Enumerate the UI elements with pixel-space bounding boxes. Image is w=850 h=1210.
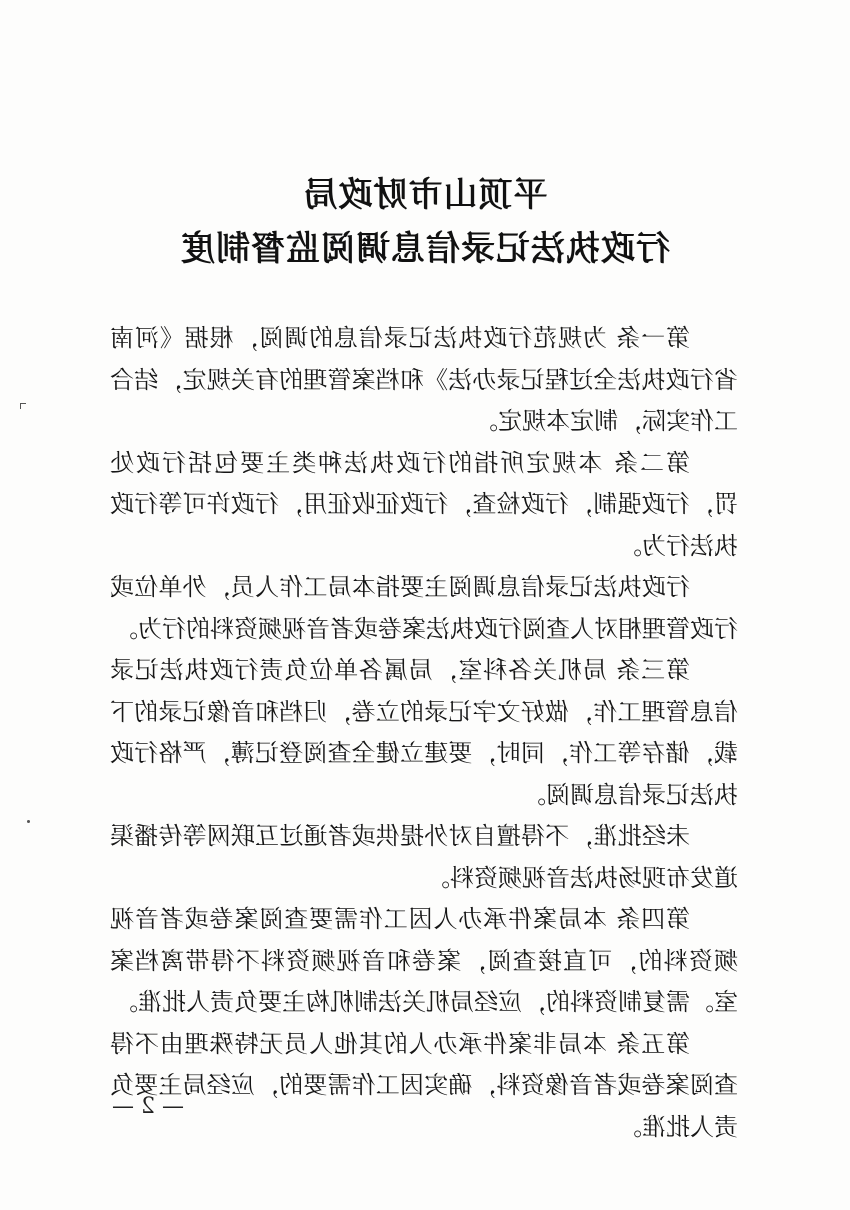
title-line-2: 行政执法记录信息调阅监督制度 — [180, 229, 670, 269]
paragraph-article-5: 第五条 本局非案件承办人的其他人员无特殊理由不得查阅案卷或者音像资料，确实因工作需要的，应经局主要负责人批准。 — [110, 1029, 738, 1141]
paragraph-article-3: 第三条 局机关各科室，局属各单位负责行政执法记录信息管理工作，做好文字记录的立卷，归档和音像记录的下载，储存等工作，同时，要建立健全查阅登记薄，严格行政执法记录信息调阅。 — [110, 656, 738, 809]
page-number: — 2 — — [112, 1094, 184, 1119]
paragraph-article-2: 第二条 本规定所指的行政执法种类主要包括行政处罚，行政强制，行政检查，行政征收征用，行政许可等行政执法行为。 — [110, 448, 738, 560]
document-title — [0, 168, 850, 276]
scan-speck — [27, 820, 30, 823]
document-body — [110, 318, 738, 1148]
title-line-1: 平顶山市财政局 — [302, 175, 548, 215]
paragraph-article-2-cont: 行政执法记录信息调阅主要指本局工作人员，外单位或行政管理相对人查阅行政执法案卷或者音视频资料的行为。 — [110, 573, 738, 643]
paragraph-article-4: 第四条 本局案件承办人因工作需要查阅案卷或者音视频资料的，可直接查阅，案卷和音视频资料不得带离档案室。需复制资料的，应经局机关法制机构主要负责人批准。 — [110, 905, 738, 1016]
paragraph-article-1: 第一条 为规范行政执法记录信息的调阅，根据《河南省行政执法全过程记录办法》和档案管理的有关规定，结合工作实际，制定本规定。 — [110, 324, 738, 435]
scan-corner-mark-vertical — [20, 403, 21, 409]
paragraph-article-3-cont: 未经批准，不得擅自对外提供或者通过互联网等传播渠道发布现场执法音视频资料。 — [110, 822, 738, 892]
